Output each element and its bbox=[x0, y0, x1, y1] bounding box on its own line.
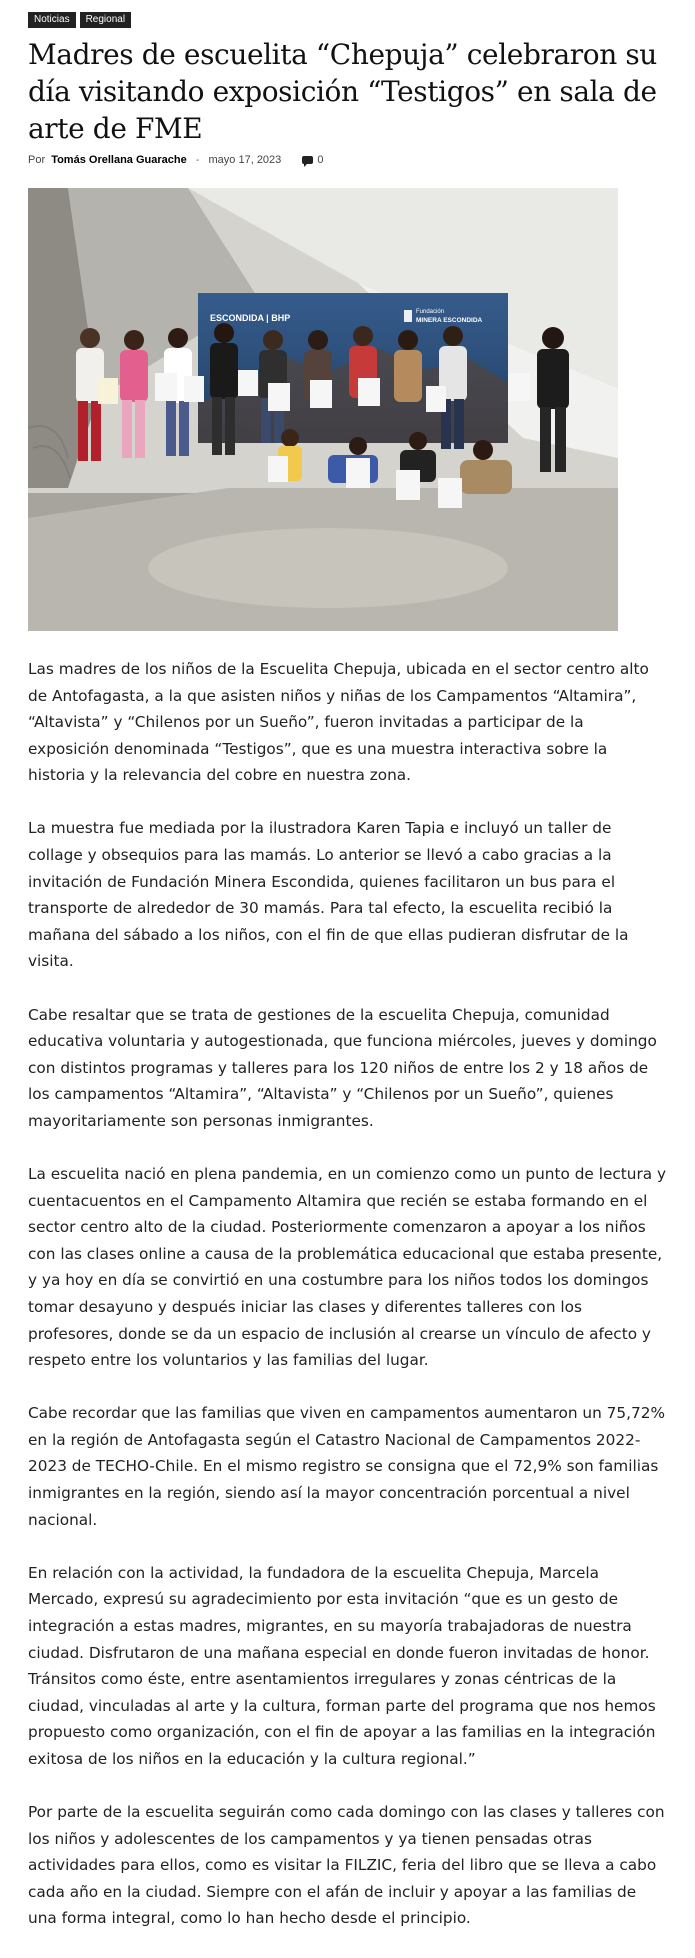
group-photo-illustration bbox=[28, 188, 618, 631]
article-meta bbox=[28, 154, 323, 166]
paragraph-6: En relación con la actividad, la fundadora de la escuelita Chepuja, Marcela Mercado, expresú su agradecimiento por esta invitación “que es un gesto de integración a estas madres, migrantes, en su mayoría trabajadoras de nuestra ciudad. Disfrutaron de una mañana especial en donde fueron invitadas de honor. Tránsitos como éste, entre asentamientos irregulares y zonas céntricas de la ciudad, vinculadas al arte y la cultura, forman parte del programa que nos hemos propuesto como organización, con el fin de apoyar a las familias en la integración exitosa de los niños en la educación y la cultura regional.” bbox=[28, 1563, 656, 1768]
author-link[interactable]: Tomás Orellana Guarache bbox=[51, 154, 187, 166]
category-tags bbox=[28, 12, 135, 29]
by-label: Por bbox=[28, 154, 46, 166]
paragraph-5: Cabe recordar que las familias que viven en campamentos aumentaron un 75,72% en la región de Antofagasta según el Catastro Nacional de Campamentos 2022-2023 de TECHO-Chile. En el mismo registro se consigna que el 72,9% son familias inmigrantes en la región, siendo así la mayor concentración porcentual a nivel nacional. bbox=[28, 1404, 666, 1529]
article-title: Madres de escuelita “Chepuja” celebraron su día visitando exposición “Testigos” en sala de arte de FME bbox=[28, 38, 657, 145]
meta-separator: - bbox=[195, 154, 200, 166]
banner-left-text: ESCONDIDA | BHP bbox=[210, 313, 291, 323]
paragraph-1: Las madres de los niños de la Escuelita Chepuja, ubicada en el sector centro alto de Antofagasta, a la que asisten niños y niñas de los Campamentos “Altamira”, “Altavista” y “Chilenos por un Sueño”, fueron invitadas a participar de la exposición denominada “Testigos”, que es una muestra interactiva sobre la historia y la relevancia del cobre en nuestra zona. bbox=[28, 660, 649, 785]
paragraph-3: Cabe resaltar que se trata de gestiones de la escuelita Chepuja, comunidad educativa voluntaria y autogestionada, que funciona miércoles, jueves y domingo con distintos programas y talleres para los 120 niños de entre los 2 y 18 años de los campamentos “Altamira”, “Altavista” y “Chilenos por un Sueño”, quienes mayoritariamente son personas inmigrantes. bbox=[28, 1005, 657, 1130]
paragraph-7: Por parte de la escuelita seguirán como cada domingo con las clases y talleres con los niños y adolescentes de los campamentos y ya tienen pensadas otras actividades para ellos, como es visitar la FILZIC, feria del libro que se lleva a cabo cada año en la ciudad. Siempre con el afán de incluir y apoyar a las familias de una forma integral, como lo han hecho desde el principio. bbox=[28, 1802, 665, 1928]
publish-date: mayo 17, 2023 bbox=[208, 154, 282, 166]
comments-link[interactable] bbox=[302, 154, 323, 166]
banner-right-text: MINERA ESCONDIDA bbox=[416, 317, 483, 324]
category-tag-noticias[interactable]: Noticias bbox=[28, 12, 76, 28]
paragraph-4: La escuelita nació en plena pandemia, en un comienzo como un punto de lectura y cuentacuentos en el Campamento Altamira que recién se estaba formando en el sector centro alto de la ciudad. Posteriormente comenzaron a apoyar a los niños con las clases online a causa de la problemática educacional que estaba presente, y ya hoy en día se convirtió en una costumbre para los niños todos los domingos tomar desayuno y después iniciar las clases y diferentes talleres con los profesores, donde se da un espacio de inclusión al crearse un vínculo de afecto y respeto entre los voluntarios y las familias del lugar. bbox=[28, 1165, 667, 1370]
banner-right-small-text: Fundación bbox=[416, 309, 445, 315]
comments-count: 0 bbox=[317, 154, 324, 166]
foundation-logo-icon bbox=[404, 310, 412, 322]
article-body bbox=[28, 656, 668, 1958]
category-tag-regional[interactable]: Regional bbox=[80, 12, 131, 28]
article-photo bbox=[28, 188, 618, 631]
paragraph-2: La muestra fue mediada por la ilustradora Karen Tapia e incluyó un taller de collage y obsequios para las mamás. Lo anterior se llevó a cabo gracias a la invitación de Fundación Minera Escondida, quienes facilitaron un bus para el transporte de alrededor de 30 mamás. Para tal efecto, la escuelita recibió la mañana del sábado a los niños, con el fin de que ellas pudieran disfrutar de la visita. bbox=[28, 819, 629, 971]
comment-bubble-icon bbox=[302, 156, 313, 164]
